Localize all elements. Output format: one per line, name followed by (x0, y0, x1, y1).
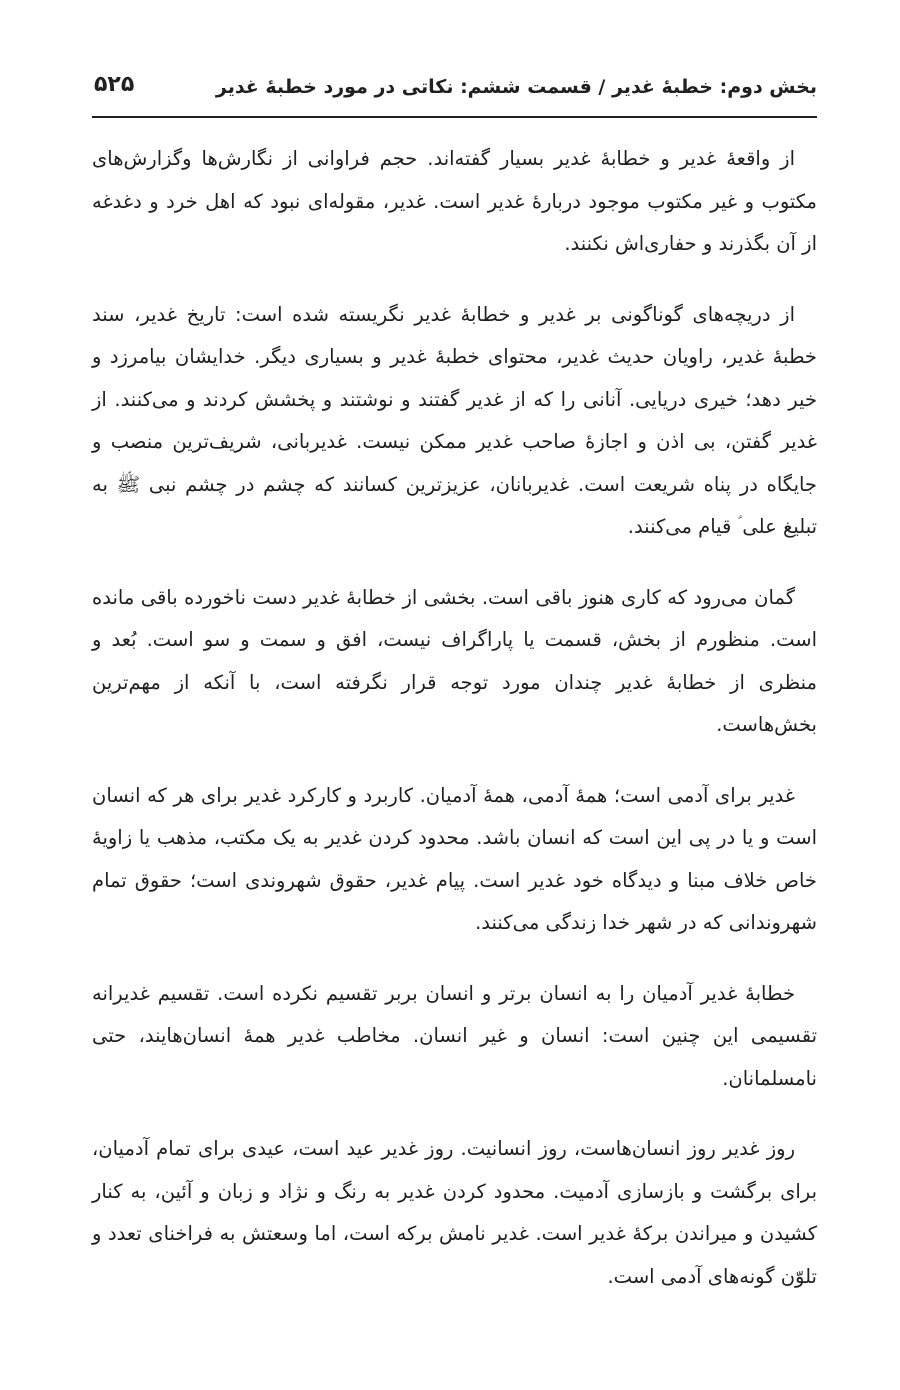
body-text (92, 138, 817, 1326)
paragraph-3: گمان می‌رود که کاری هنوز باقی است. بخشی از خطابهٔ غدیر دست ناخورده باقی مانده است. منظورم از بخش، قسمت یا پاراگراف نیست، افق و سمت و سو است. بُعد و منظری از خطابهٔ غدیر چندان مورد توجه قرار نگرفته است، با آنکه از مهم‌ترین بخش‌هاست. (92, 585, 817, 736)
paragraph-5: خطابهٔ غدیر آدمیان را به انسان برتر و انسان بربر تقسیم نکرده است. تقسیم غدیرانه تقسیمی این چنین است: انسان و غیر انسان. مخاطب غدیر همهٔ انسان‌هایند، حتی نامسلمانان. (92, 981, 817, 1090)
paragraph-4: غدیر برای آدمی است؛ همهٔ آدمی، همهٔ آدمیان. کاربرد و کارکرد غدیر برای هر که انسان است و یا در پی این است که انسان باشد. محدود کردن غدیر به یک مکتب، مذهب یا زاویهٔ خاص خلاف مبنا و دیدگاه خود غدیر است. پیام غدیر، حقوق شهروندی است؛ حقوق تمام شهروندانی که در شهر خدا زندگی می‌کنند. (92, 783, 817, 934)
paragraph-2: از دریچه‌های گوناگونی بر غدیر و خطابهٔ غدیر نگریسته شده است: تاریخ غدیر، سند خطبهٔ غدیر، راویان حدیث غدیر، محتوای خطبهٔ غدیر و بسیاری دیگر. خدایشان بیامرزد و خیر دهد؛ خیری دریایی. آنانی را که از غدیر گفتند و نوشتند و پخشش کردند و می‌کنند. از غدیر گفتن، بی اذن و اجازهٔ صاحب غدیر ممکن نیست. غدیربانی، شریف‌ترین منصب و جایگاه در پناه شریعت است. غدیربانان، عزیزترین کسانند که چشم در چشم نبی ﷺ به تبلیغ علی ؑ قیام می‌کنند. (92, 302, 817, 538)
page-number: ۵۲۵ (94, 72, 135, 97)
paragraph-1: از واقعهٔ غدیر و خطابهٔ غدیر بسیار گفته‌اند. حجم فراوانی از نگارش‌ها وگزارش‌های مکتوب و غیر مکتوب موجود دربارهٔ غدیر است. غدیر، مقوله‌ای نبود که اهل خرد و دغدغه از آن بگذرند و حفاری‌اش نکنند. (92, 147, 817, 255)
running-header (92, 72, 817, 118)
book-page (92, 0, 817, 1390)
paragraph-6: روز غدیر روز انسان‌هاست، روز انسانیت. روز غدیر عید است، عیدی برای تمام آدمیان، برای برگشت و بازسازی آدمیت. محدود کردن غدیر به رنگ و نژاد و زبان و آئین، به کنار کشیدن و میراندن برکهٔ غدیر است. غدیر نامش برکه است، اما وسعتش به فراخنای تعدد و تلوّن گونه‌های آدمی است. (92, 1137, 817, 1288)
chapter-title: بخش دوم: خطبهٔ غدیر / قسمت ششم: نکاتی در مورد خطبهٔ غدیر (215, 76, 817, 98)
